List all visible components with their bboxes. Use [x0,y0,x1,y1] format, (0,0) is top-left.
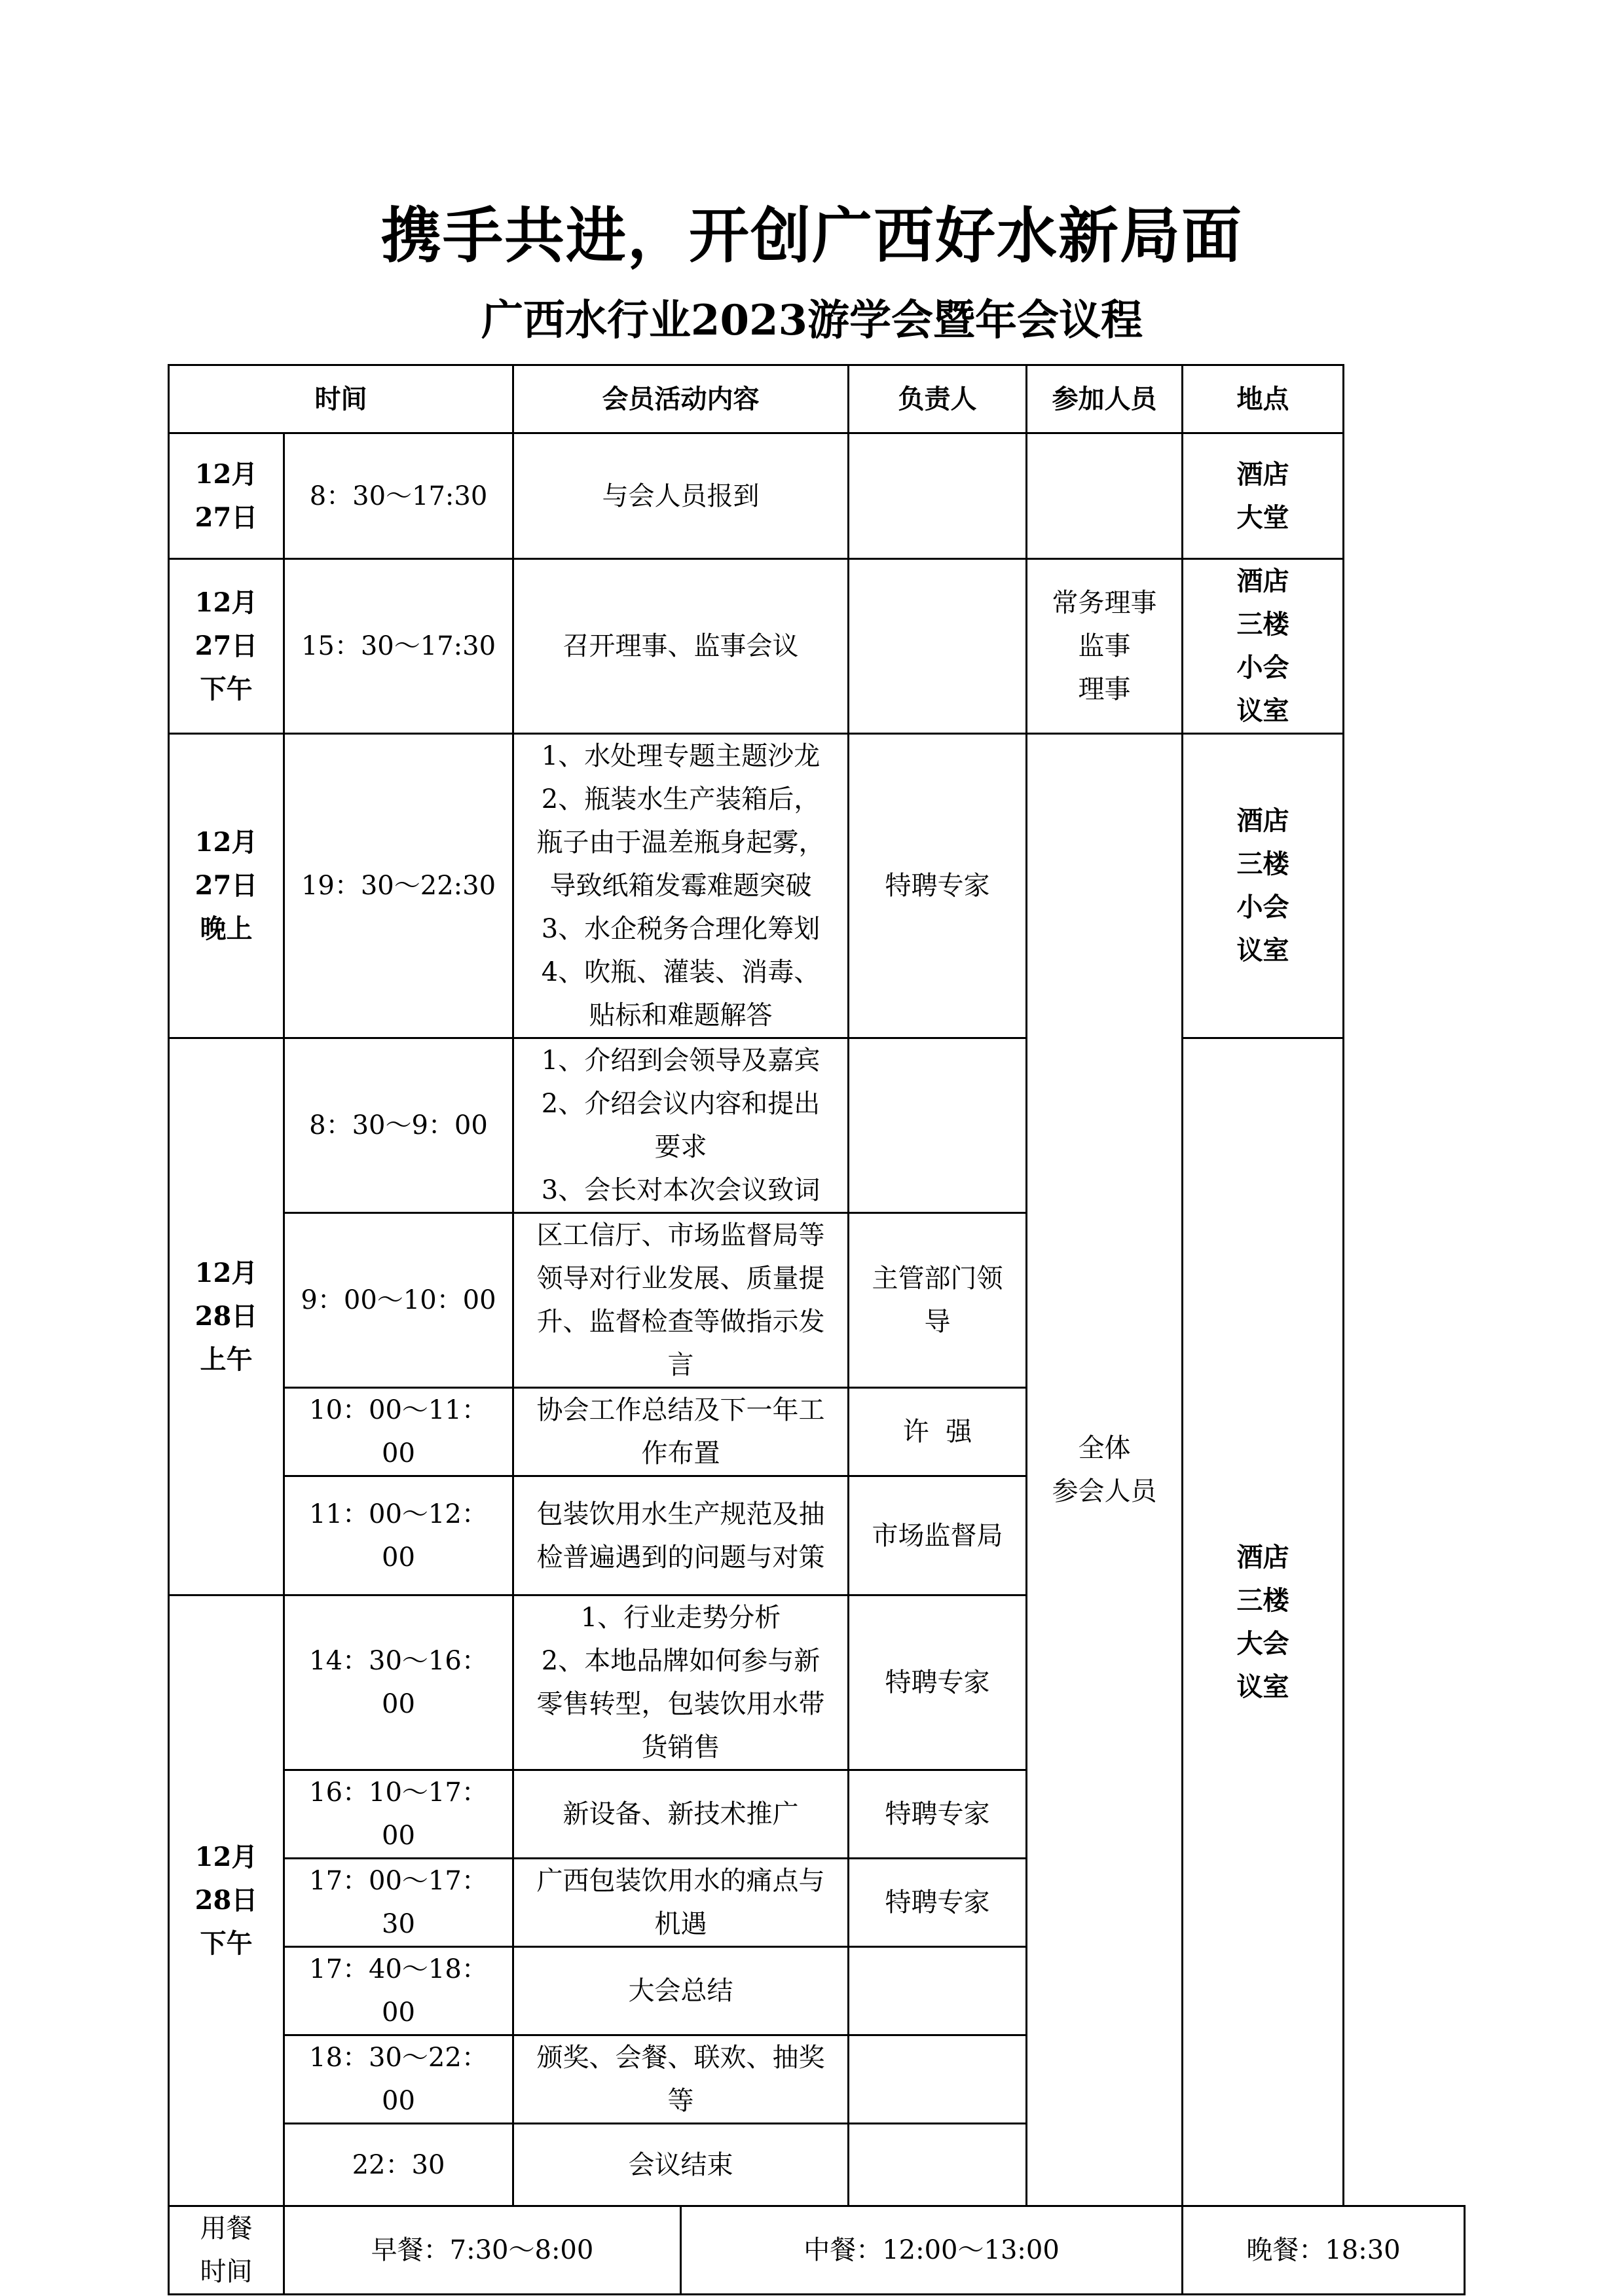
attendees-cell [1027,433,1183,559]
owner-cell [849,433,1027,559]
attendees-cell: 全体 参会人员 [1027,734,1183,2206]
owner-cell: 特聘专家 [849,1595,1027,1770]
content-cell: 协会工作总结及下一年工作布置 [513,1388,849,1476]
time-cell: 14：30～16：00 [284,1595,513,1770]
content-cell: 包装饮用水生产规范及抽检普遍遇到的问题与对策 [513,1476,849,1595]
content-cell: 1、行业走势分析 2、本地品牌如何参与新零售转型，包装饮用水带货销售 [513,1595,849,1770]
owner-cell [849,559,1027,734]
time-cell: 17：00～17：30 [284,1859,513,1947]
content-cell: 1、介绍到会领导及嘉宾 2、介绍会议内容和提出要求 3、会长对本次会议致词 [513,1038,849,1213]
date-cell: 12月 27日 晚上 [169,734,284,1038]
table-row [169,734,1465,1038]
owner-cell [849,2124,1027,2206]
owner-cell: 特聘专家 [849,734,1027,1038]
attendees-cell: 常务理事 监事 理事 [1027,559,1183,734]
content-cell: 召开理事、监事会议 [513,559,849,734]
owner-cell: 特聘专家 [849,1859,1027,1947]
owner-cell [849,1038,1027,1213]
content-cell: 颁奖、会餐、联欢、抽奖等 [513,2035,849,2124]
date-cell: 12月 27日 下午 [169,559,284,734]
owner-cell: 主管部门领导 [849,1213,1027,1388]
content-cell: 与会人员报到 [513,433,849,559]
time-cell: 11：00～12：00 [284,1476,513,1595]
content-cell: 1、水处理专题主题沙龙 2、瓶装水生产装箱后，瓶子由于温差瓶身起雾，导致纸箱发霉难题突破 3、水企税务合理化筹划 4、吹瓶、灌装、消毒、贴标和难题解答 [513,734,849,1038]
table-row [169,559,1465,734]
date-cell: 12月 27日 [169,433,284,559]
date-cell: 12月 28日 上午 [169,1038,284,1595]
date-cell: 12月 28日 下午 [169,1595,284,2206]
meal-times-row [169,2206,1465,2295]
time-cell: 22：30 [284,2124,513,2206]
time-cell: 8：30～9：00 [284,1038,513,1213]
time-cell: 19：30～22:30 [284,734,513,1038]
location-cell: 酒店 三楼 小会 议室 [1183,559,1344,734]
owner-cell: 许 强 [849,1388,1027,1476]
lunch-cell: 中餐：12:00～13:00 [681,2206,1183,2295]
location-cell: 酒店 大堂 [1183,433,1344,559]
content-cell: 区工信厅、市场监督局等领导对行业发展、质量提升、监督检查等做指示发言 [513,1213,849,1388]
content-cell: 广西包装饮用水的痛点与机遇 [513,1859,849,1947]
time-cell: 8：30～17:30 [284,433,513,559]
header-content: 会员活动内容 [513,365,849,433]
document-title: 携手共进，开创广西好水新局面 [380,200,1243,271]
location-cell: 酒店 三楼 大会 议室 [1183,1038,1344,2206]
meal-label-cell: 用餐 时间 [169,2206,284,2295]
content-cell: 大会总结 [513,1947,849,2035]
time-cell: 18：30～22：00 [284,2035,513,2124]
owner-cell [849,1947,1027,2035]
owner-cell: 市场监督局 [849,1476,1027,1595]
time-cell: 9：00～10：00 [284,1213,513,1388]
header-owner: 负责人 [849,365,1027,433]
header-row [169,365,1465,433]
content-cell: 新设备、新技术推广 [513,1770,849,1859]
breakfast-cell: 早餐：7:30～8:00 [284,2206,681,2295]
header-attendees: 参加人员 [1027,365,1183,433]
table-row [169,1038,1465,1213]
location-cell: 酒店 三楼 小会 议室 [1183,734,1344,1038]
agenda-table [168,364,1466,2295]
document-subtitle: 广西水行业2023游学会暨年会议程 [481,296,1143,345]
dinner-cell: 晚餐：18:30 [1183,2206,1465,2295]
time-cell: 17：40～18：00 [284,1947,513,2035]
table-row [169,433,1465,559]
owner-cell [849,2035,1027,2124]
time-cell: 16：10～17：00 [284,1770,513,1859]
time-cell: 10：00～11：00 [284,1388,513,1476]
owner-cell: 特聘专家 [849,1770,1027,1859]
header-location: 地点 [1183,365,1344,433]
time-cell: 15：30～17:30 [284,559,513,734]
content-cell: 会议结束 [513,2124,849,2206]
header-time: 时间 [169,365,513,433]
